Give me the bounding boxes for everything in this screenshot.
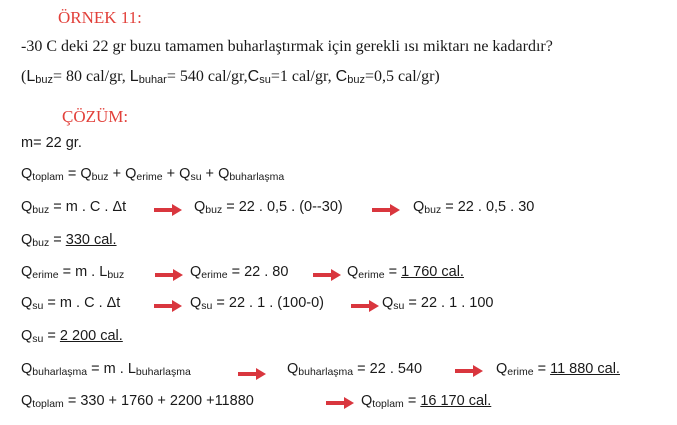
qtoplam-result: $Q_{toplam} = 16$ 170 cal. [361, 393, 492, 410]
right-arrow-icon [372, 204, 400, 216]
right-arrow-icon [351, 300, 379, 312]
mass-line: m= 22 gr. [21, 135, 82, 151]
right-arrow-icon [238, 368, 266, 380]
question-text: -30 C deki 22 gr buzu tamamen buharlaştırmak için gerekli ısı miktarı ne kadardır? [21, 38, 553, 55]
qerime-result: $Q_{erime} = 1$ 760 cal. [347, 264, 464, 281]
total-formula: $Q_{toplam} = Q_{buz} + Q_{erime} + Q_{su} + Q_{buharlaşma}$ [21, 166, 285, 183]
qtoplam-sum: $Q_{toplam} = 330 + 1760 + 2200 +11880$ [21, 393, 254, 410]
example-heading: ÖRNEK 11: [58, 8, 142, 27]
qerime-substitution: $Q_{erime} = 22$ . 80 [190, 264, 289, 281]
right-arrow-icon [313, 269, 341, 281]
qbuharlasma-formula: $Q_{buharlaşma} = m$ . $L_{buharlaşma}$ [21, 361, 191, 378]
right-arrow-icon [326, 397, 354, 409]
right-arrow-icon [154, 300, 182, 312]
qsu-formula: $Q_{su} = m$ . C . Δt [21, 295, 121, 312]
solution-heading: ÇÖZÜM: [62, 107, 129, 126]
qbuz-simplified: $Q_{buz} = 22$ . 0,5 . 30 [413, 199, 535, 216]
qbuharlasma-result: $Q_{erime} = 11$ 880 cal. [496, 361, 620, 378]
qbuz-substitution: $Q_{buz} = 22$ . 0,5 . (0--30) [194, 199, 343, 216]
qbuharlasma-substitution: $Q_{buharlaşma} = 22$ . 540 [287, 361, 423, 378]
qbuz-result: $Q_{buz} = 330$ cal. [21, 232, 117, 249]
qsu-result: $Q_{su} = 2$ 200 cal. [21, 328, 123, 345]
qbuz-formula: $Q_{buz} = m$ . C . Δt [21, 199, 127, 216]
given-values: ($L_{buz}= 80$ cal/gr, $L_{buhar}= 540$ cal/$gr,C_{su}=1$ cal/gr, $C_{buz}=0,5$ cal/gr) [21, 68, 440, 86]
qsu-simplified: $Q_{su} = 22$ . 1 . 100 [382, 295, 494, 312]
qerime-formula: $Q_{erime} = m$ . $L_{buz}$ [21, 264, 125, 281]
right-arrow-icon [154, 204, 182, 216]
right-arrow-icon [455, 365, 483, 377]
right-arrow-icon [155, 269, 183, 281]
qsu-substitution: $Q_{su} = 22$ . 1 . (100-0) [190, 295, 325, 312]
